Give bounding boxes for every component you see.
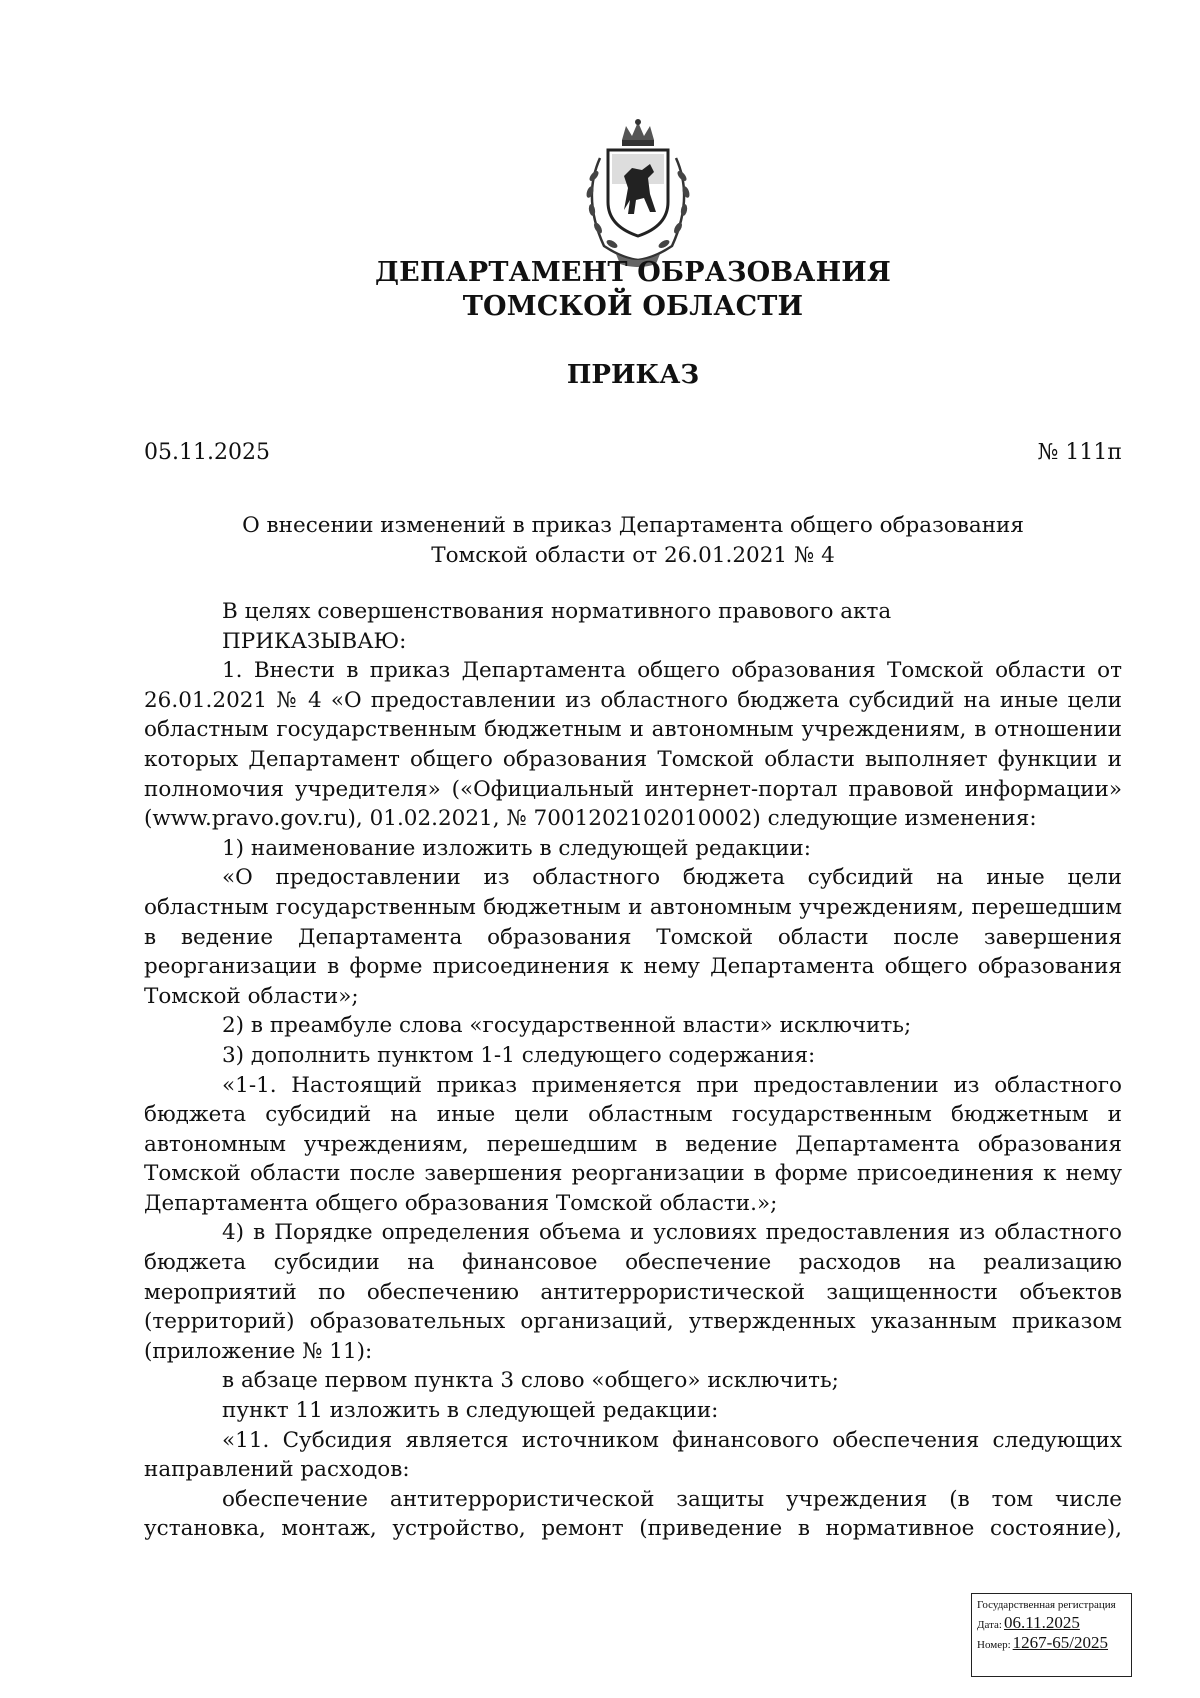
stamp-title: Государственная регистрация — [977, 1599, 1116, 1611]
registration-stamp — [971, 1593, 1132, 1677]
document-body — [144, 597, 1122, 1544]
paragraph: пункт 11 изложить в следующей редакции: — [222, 1398, 719, 1424]
document-subject — [144, 511, 1122, 571]
paragraph: В целях совершенствования нормативного правового акта — [222, 599, 892, 624]
document-type: ПРИКАЗ — [566, 360, 700, 390]
paragraph: обеспечение антитеррористической защиты учреждения (в том числе установка, монтаж, устройство, ремонт (приведение в нормативное состояние), — [144, 1486, 1122, 1542]
document-date: 05.11.2025 — [144, 440, 270, 465]
paragraph: 1. Внести в приказ Департамента общего образования Томской области от 26.01.2021 № 4 «О предоставлении из областного бюджета субсидий на иные цели областным государственным бюджетным и автономным учреждениям, в отношении которых Департамент общего образования Томской области выполняет функции и полномочия учредителя» («Официальный интернет-портал правовой информации» (www.pravo.gov.ru), 01.02.2021, № 7001202102010002) следующие изменения: — [144, 658, 1122, 832]
tomsk-region-coat-of-arms-icon — [564, 118, 712, 268]
document-number: № 111п — [1037, 440, 1122, 465]
organization-name-line1: ДЕПАРТАМЕНТ ОБРАЗОВАНИЯ — [374, 257, 892, 288]
paragraph: «1-1. Настоящий приказ применяется при предоставлении из областного бюджета субсидий на иные цели областным государственным бюджетным и автономным учреждениям, перешедшим в ведение Департамента образования Томской области после завершения реорганизации в форме присоединения к нему Департамента общего образования Томской области.»; — [144, 1072, 1122, 1216]
organization-name — [144, 256, 1122, 324]
paragraph: 3) дополнить пунктом 1-1 следующего содержания: — [222, 1042, 816, 1068]
paragraph: 4) в Порядке определения объема и условиях предоставления из областного бюджета субсидии на финансовое обеспечение расходов на реализацию мероприятий по обеспечению антитеррористической защищенности объектов (территорий) образовательных организаций, утвержденных указанным приказом (приложение № 11): — [144, 1220, 1122, 1364]
paragraph: «11. Субсидия является источником финансового обеспечения следующих направлений расходов: — [144, 1427, 1122, 1483]
paragraph: 2) в преамбуле слова «государственной власти» исключить; — [222, 1013, 912, 1039]
document-page — [144, 0, 1122, 1698]
stamp-number-label: Номер: — [977, 1639, 1011, 1651]
organization-name-line2: ТОМСКОЙ ОБЛАСТИ — [462, 291, 804, 322]
stamp-date-label: Дата: — [977, 1619, 1002, 1631]
subject-line2: Томской области от 26.01.2021 № 4 — [431, 543, 835, 568]
paragraph: «О предоставлении из областного бюджета субсидий на иные цели областным государственным бюджетным и автономным учреждениям, перешедшим в ведение Департамента образования Томской области после завершения реорганизации в форме присоединения к нему Департамента общего образования Томской области»; — [144, 865, 1122, 1009]
subject-line1: О внесении изменений в приказ Департамента общего образования — [242, 513, 1024, 538]
paragraph: в абзаце первом пункта 3 слово «общего» исключить; — [222, 1368, 839, 1394]
stamp-number-row — [977, 1633, 1126, 1652]
stamp-date-value: 06.11.2025 — [1003, 1613, 1080, 1632]
stamp-number-value: 1267-65/2025 — [1012, 1633, 1109, 1652]
paragraph: ПРИКАЗЫВАЮ: — [222, 628, 407, 654]
stamp-date-row — [977, 1613, 1126, 1632]
paragraph: 1) наименование изложить в следующей редакции: — [222, 835, 811, 861]
